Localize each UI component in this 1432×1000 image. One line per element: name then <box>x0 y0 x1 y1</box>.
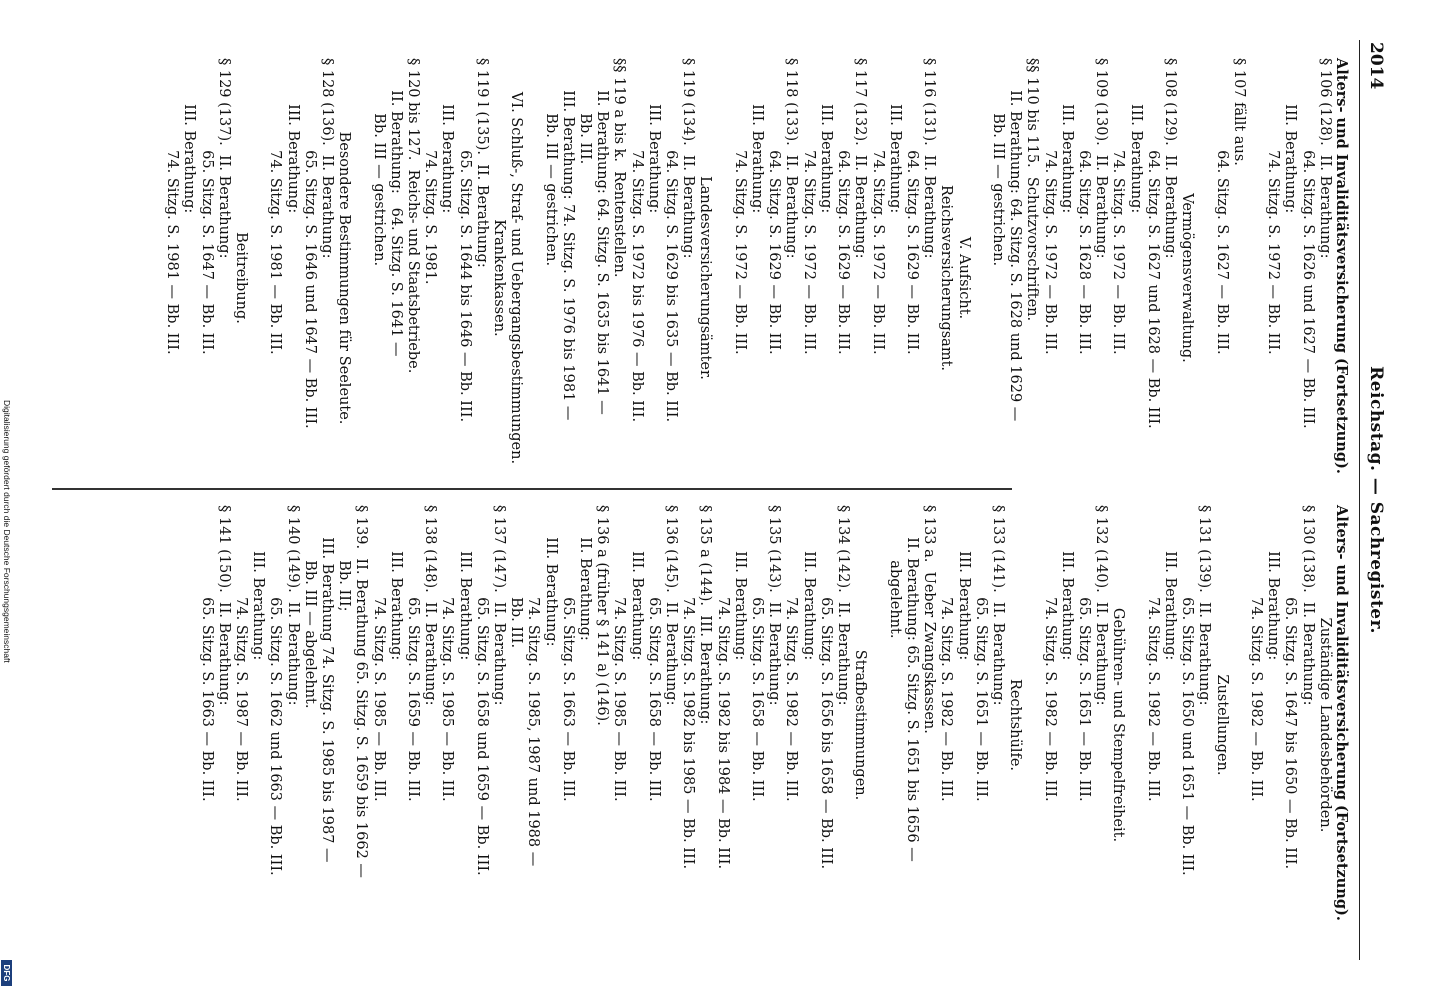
index-line: 74. Sitzg. S. 1981. <box>422 58 439 285</box>
index-line <box>972 58 989 498</box>
page-number: 2014 <box>1366 42 1386 90</box>
left-column <box>163 58 1350 498</box>
index-line: § 135 (143). II. Berathung: <box>766 505 783 706</box>
index-line: Bb. III — gestrichen. <box>989 58 1006 267</box>
index-line: Bb. III; <box>336 505 353 612</box>
index-line: Bb. III. <box>508 505 525 649</box>
index-line: 65. Sitzg. S. 1646 und 1647 — Bb. III. <box>301 58 318 429</box>
index-line: Gebühren- und Stempelfreiheit. <box>1110 607 1127 843</box>
index-line: § 131 (139). II. Berathung: <box>1196 505 1213 706</box>
index-line <box>713 58 730 498</box>
index-line: Alters- und Invaliditätsversicherung (Fortsetzung). <box>1333 505 1350 921</box>
index-line: 64. Sitzg. S. 1629 bis 1635 — Bb. III. <box>663 58 680 423</box>
index-line: 74. Sitzg. S. 1972 — Bb. III. <box>731 58 748 355</box>
index-line: § 138 (148). II. Berathung: <box>422 505 439 706</box>
index-line: 64. Sitzg. S. 1629 — Bb. III. <box>903 58 920 355</box>
index-line: 64. Sitzg. S. 1627 — Bb. III. <box>1213 58 1230 355</box>
index-line: §§ 119 a bis k. Rentenstellen. <box>611 58 628 278</box>
index-line: Landesversicherungsämter. <box>697 176 714 380</box>
index-line: II. Berathung: 64. Sitzg. S. 1641 — <box>387 58 404 357</box>
index-line: III. Berathung: <box>1265 505 1282 661</box>
index-line: § 136 (145). II. Berathung: <box>663 505 680 706</box>
index-line: § 109 (130). II. Berathung: <box>1093 58 1110 259</box>
index-line <box>1126 505 1143 945</box>
index-line: Zustellungen. <box>1213 674 1230 776</box>
index-line: V. Aufsicht. <box>955 236 972 320</box>
index-line: 65. Sitzg. S. 1662 und 1663 — Bb. III. <box>267 505 284 876</box>
index-line: III. Berathung: <box>456 505 473 661</box>
index-line: Rechtshülfe. <box>1007 678 1024 772</box>
index-line: III. Berathung: <box>817 58 834 214</box>
index-line: III. Berathung: <box>800 505 817 661</box>
index-line: 65. Sitzg. S. 1658 — Bb. III. <box>645 505 662 802</box>
index-line: § 140 (149). II. Berathung: <box>284 505 301 706</box>
index-line: III. Berathung: <box>1127 58 1144 214</box>
index-line: III. Berathung: <box>628 505 645 661</box>
index-line: 64. Sitzg. S. 1626 und 1627 — Bb. III. <box>1299 58 1316 429</box>
index-line: Bb. III — abgelehnt. <box>301 505 318 709</box>
index-line: 74. Sitzg. S. 1982 bis 1984 — Bb. III. <box>714 505 731 870</box>
index-line: III. Berathung: <box>542 505 559 647</box>
index-line: III. Berathung: <box>1058 58 1075 214</box>
index-line: 65. Sitzg. S. 1644 bis 1646 — Bb. III. <box>456 58 473 423</box>
index-line: II. Berathung: 64. Sitzg. S. 1635 bis 1641 — <box>594 58 611 415</box>
index-line: 74. Sitzg. S. 1987 — Bb. III. <box>233 505 249 802</box>
index-line: § 119 l (135). II. Berathung: <box>473 58 490 268</box>
index-line: § 139. II. Berathung 65. Sitzg. S. 1659 bis 1662 — <box>353 505 370 878</box>
index-line <box>352 58 369 498</box>
index-line: III. Berathung: <box>284 58 301 214</box>
index-line <box>249 58 266 498</box>
index-line: § 107 fällt aus. <box>1230 58 1247 166</box>
index-line: 65. Sitzg. S. 1658 — Bb. III. <box>749 505 766 802</box>
index-line: § 133 a. Ueber Zwangskassen. <box>921 505 938 734</box>
page-title: Reichstag. — Sachregister. <box>1366 366 1386 634</box>
index-line: Besondere Bestimmungen für Seeleute. <box>336 131 353 425</box>
index-line: 64. Sitzg. S. 1629 — Bb. III. <box>835 58 852 355</box>
index-line: III. Berathung: <box>1282 58 1299 214</box>
index-line: 74. Sitzg. S. 1972 — Bb. III. <box>869 58 886 355</box>
index-line: Bb. III — gestrichen. <box>542 58 559 267</box>
index-line: 74. Sitzg. S. 1985 — Bb. III. <box>370 505 387 802</box>
index-line: 74. Sitzg. S. 1982 — Bb. III. <box>1041 505 1058 802</box>
index-line: 65. Sitzg. S. 1647 bis 1650 — Bb. III. <box>1282 505 1299 870</box>
index-line: 65. Sitzg. S. 1659 — Bb. III. <box>405 505 422 802</box>
index-line: Vermögensverwaltung. <box>1179 193 1196 363</box>
index-line: Alters- und Invaliditätsversicherung (Fortsetzung). <box>1333 58 1350 474</box>
index-line: § 106 (128). II. Berathung: <box>1316 58 1333 259</box>
index-line: 74. Sitzg. S. 1982 — Bb. III. <box>1247 505 1264 802</box>
index-line: III. Berathung: <box>387 505 404 661</box>
index-line: III. Berathung: <box>1161 505 1178 661</box>
index-line: II. Berathung: 65. Sitzg. S. 1651 bis 1656 — <box>903 505 920 862</box>
index-line: abgelehnt. <box>886 505 903 639</box>
index-line: 74. Sitzg. S. 1985, 1987 und 1988 — <box>525 505 542 867</box>
index-line: § 116 (131). II. Berathung: <box>921 58 938 259</box>
index-line <box>1023 505 1040 945</box>
index-line: 74. Sitzg. S. 1972 bis 1976 — Bb. III. <box>628 58 645 423</box>
index-line: 74. Sitzg. S. 1985 — Bb. III. <box>439 505 456 802</box>
index-line: § 136 a (früher § 141 a) (146). <box>594 505 611 726</box>
index-line: § 117 (132). II. Berathung: <box>852 58 869 259</box>
index-line: 74. Sitzg. S. 1982 — Bb. III. <box>1144 505 1161 802</box>
index-line: 65. Sitzg. S. 1651 — Bb. III. <box>972 505 989 802</box>
index-line: 74. Sitzg. S. 1972 — Bb. III. <box>1041 58 1058 355</box>
index-line: 74. Sitzg. S. 1982 bis 1985 — Bb. III. <box>680 505 697 870</box>
index-line: 74. Sitzg. S. 1972 — Bb. III. <box>800 58 817 355</box>
index-line: VI. Schluß-, Straf- und Uebergangsbestimmungen. <box>508 91 525 465</box>
index-line: 64. Sitzg. S. 1627 und 1628 — Bb. III. <box>1144 58 1161 429</box>
index-line: III. Berathung: <box>250 505 267 661</box>
index-line: 74. Sitzg. S. 1981 — Bb. III. <box>267 58 284 355</box>
index-line: 65. Sitzg. S. 1650 und 1651 — Bb. III. <box>1179 505 1196 876</box>
page-header <box>1359 40 1388 960</box>
index-line <box>868 505 885 945</box>
index-line: III. Berathung 74. Sitzg. S. 1985 bis 1987 — <box>319 505 336 863</box>
index-line: III. Berathung: <box>181 58 198 214</box>
index-line: III. Berathung: <box>955 505 972 661</box>
index-line: § 132 (140). II. Berathung: <box>1093 505 1110 706</box>
index-line: § 130 (138). II. Berathung: <box>1299 505 1316 706</box>
index-line: 65. Sitzg. S. 1663 — Bb. III. <box>559 505 576 802</box>
index-line: 74. Sitzg. S. 1972 — Bb. III. <box>1110 58 1127 355</box>
index-line: 64. Sitzg. S. 1628 — Bb. III. <box>1075 58 1092 355</box>
index-line: § 135 a (144). III. Berathung: <box>697 505 714 725</box>
index-line: III. Berathung: <box>1058 505 1075 661</box>
index-line: III. Berathung: <box>749 58 766 214</box>
index-line: § 133 (141). II. Berathung: <box>989 505 1006 706</box>
index-line: 64. Sitzg. S. 1629 — Bb. III. <box>766 58 783 355</box>
index-line: § 129 (137). II. Berathung: <box>215 58 232 259</box>
index-line: § 119 (134). II. Berathung: <box>680 58 697 259</box>
index-line <box>1230 505 1247 945</box>
index-line: 74. Sitzg. S. 1982 — Bb. III. <box>938 505 955 802</box>
index-line: Beitreibung. <box>233 232 249 324</box>
index-line: § 137 (147). II. Berathung: <box>491 505 508 706</box>
index-line: § 141 (150). II. Berathung: <box>215 505 232 706</box>
index-line: § 108 (129). II. Berathung: <box>1161 58 1178 259</box>
footer-text: Digitalisierung gefördert durch die Deutsche Forschungsgemeinschaft <box>2 400 12 663</box>
index-line: II. Berathung: <box>577 505 594 641</box>
index-line: 74. Sitzg. S. 1985 — Bb. III. <box>611 505 628 802</box>
right-column <box>197 505 1350 945</box>
index-line: III. Berathung: <box>886 58 903 214</box>
index-line: III. Berathung: <box>731 505 748 661</box>
index-line: III. Berathung: 74. Sitzg. S. 1976 bis 1981 — <box>559 58 576 421</box>
index-line <box>524 58 541 498</box>
index-line: III. Berathung: <box>645 58 662 214</box>
index-line: Bb. III. <box>577 58 594 165</box>
index-line: 65. Sitzg. S. 1656 bis 1658 — Bb. III. <box>817 505 834 870</box>
index-line: Reichsversicherungsamt. <box>938 184 955 372</box>
index-line: Strafbestimmungen. <box>852 649 869 801</box>
index-line: II. Berathung: 64. Sitzg. S. 1628 und 1629 — <box>1007 58 1024 422</box>
index-line: 74. Sitzg. S. 1982 — Bb. III. <box>783 505 800 802</box>
index-line: § 134 (142). II. Berathung: <box>835 505 852 706</box>
dfg-logo-icon: DFG <box>1 960 12 986</box>
index-line: III. Berathung: <box>439 58 456 214</box>
index-line: 74. Sitzg. S. 1981 — Bb. III. <box>164 58 181 355</box>
index-line: § 120 bis 127. Reichs- und Staatsbetriebe. <box>405 58 422 374</box>
index-line: § 128 (136). II. Berathung: <box>319 58 336 259</box>
index-line <box>1247 58 1264 498</box>
index-line: 65. Sitzg. S. 1647 — Bb. III. <box>198 58 215 355</box>
index-line: § 118 (133). II. Berathung: <box>783 58 800 259</box>
index-line: §§ 110 bis 115. Schutzvorschriften. <box>1024 58 1041 322</box>
index-line: 65. Sitzg. S. 1663 — Bb. III. <box>198 505 215 802</box>
index-line: Bb. III — gestrichen. <box>370 58 387 267</box>
index-line: 65. Sitzg. S. 1658 und 1659 — Bb. III. <box>473 505 490 876</box>
index-line <box>1195 58 1212 498</box>
index-line: Krankenkassen. <box>491 219 508 337</box>
index-line: 74. Sitzg. S. 1972 — Bb. III. <box>1265 58 1282 355</box>
index-line: 65. Sitzg. S. 1651 — Bb. III. <box>1075 505 1092 802</box>
index-line: Zuständige Landesbehörden. <box>1316 617 1333 833</box>
